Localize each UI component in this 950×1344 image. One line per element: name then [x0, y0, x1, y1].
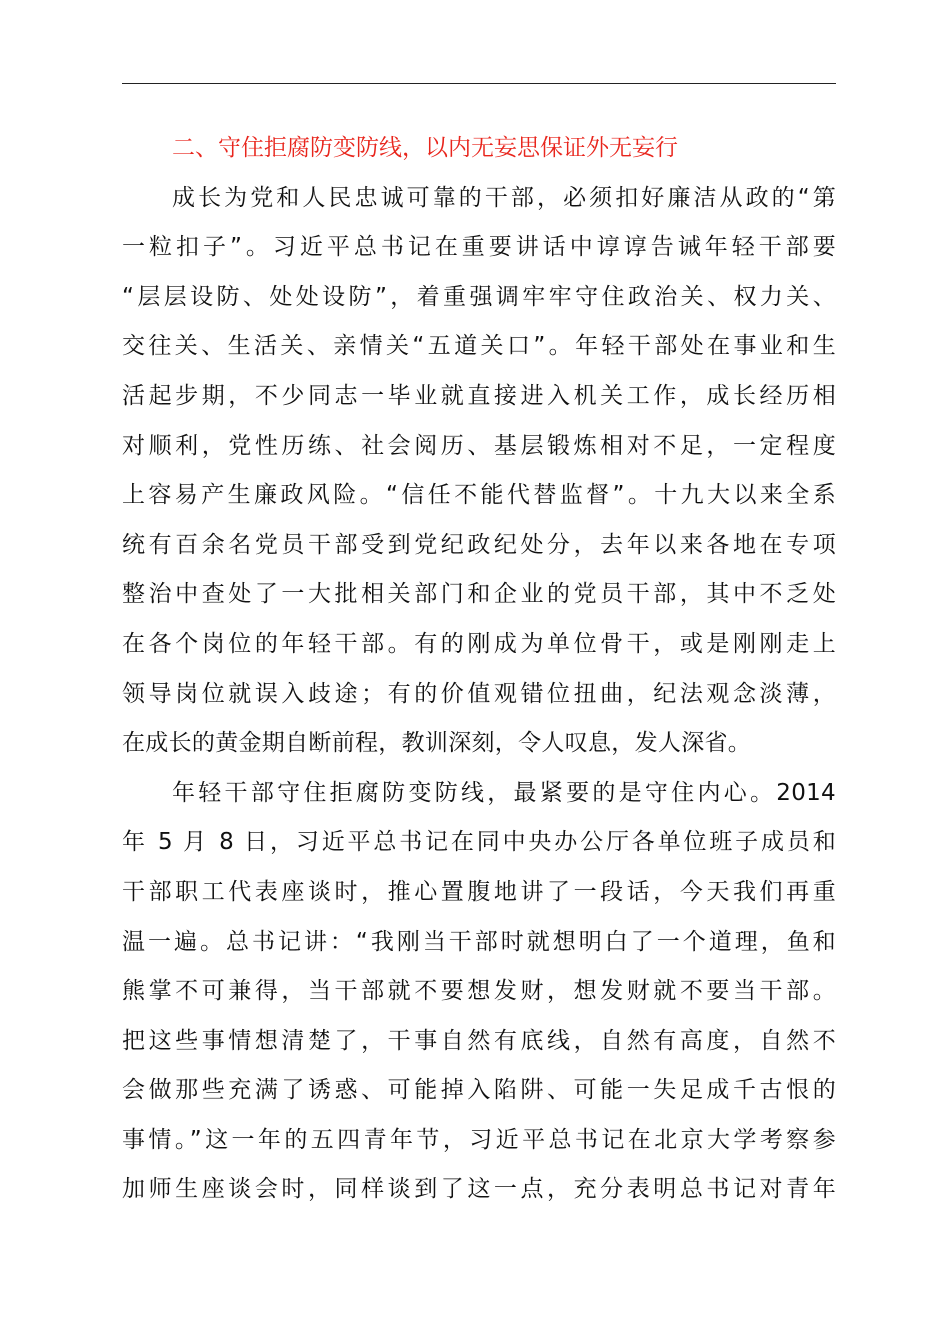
text-line: 把这些事情想清楚了，干事自然有底线，自然有高度，自然不 [122, 1027, 836, 1054]
text-line: 在成长的黄金期自断前程，教训深刻，令人叹息，发人深省。 [122, 730, 752, 757]
section-heading: 二、守住拒腐防变防线，以内无妄思保证外无妄行 [172, 135, 678, 161]
text-line: 干部职工代表座谈时，推心置腹地讲了一段话，今天我们再重 [122, 878, 836, 905]
text-line: 年轻干部守住拒腐防变防线，最紧要的是守住内心。2014 [172, 779, 836, 806]
text-line: “层层设防、处处设防”，着重强调牢牢守住政治关、权力关、 [122, 283, 836, 310]
text-line: 统有百余名党员干部受到党纪政纪处分，去年以来各地在专项 [122, 531, 836, 558]
text-line: 交往关、生活关、亲情关“五道关口”。年轻干部处在事业和生 [122, 333, 836, 360]
text-line: 对顺利，党性历练、社会阅历、基层锻炼相对不足，一定程度 [122, 432, 836, 459]
document-body [122, 124, 836, 1215]
text-line: 加师生座谈会时，同样谈到了这一点，充分表明总书记对青年 [122, 1176, 836, 1203]
text-line: 领导岗位就误入歧途；有的价值观错位扭曲，纪法观念淡薄， [122, 680, 836, 707]
text-line: 成长为党和人民忠诚可靠的干部，必须扣好廉洁从政的“第 [172, 184, 836, 211]
text-line: 温一遍。总书记讲：“我刚当干部时就想明白了一个道理，鱼和 [122, 928, 836, 955]
text-line: 事情。”这一年的五四青年节，习近平总书记在北京大学考察参 [122, 1126, 836, 1153]
text-line: 熊掌不可兼得，当干部就不要想发财，想发财就不要当干部。 [122, 978, 836, 1005]
paragraph-2 [122, 769, 836, 1215]
text-line: 在各个岗位的年轻干部。有的刚成为单位骨干，或是刚刚走上 [122, 630, 836, 657]
header-rule [122, 83, 836, 84]
text-line: 上容易产生廉政风险。“信任不能代替监督”。十九大以来全系 [122, 482, 836, 509]
text-line: 会做那些充满了诱惑、可能掉入陷阱、可能一失足成千古恨的 [122, 1077, 836, 1104]
text-line: 活起步期，不少同志一毕业就直接进入机关工作，成长经历相 [122, 382, 836, 409]
text-line: 年 5 月 8 日，习近平总书记在同中央办公厅各单位班子成员和 [122, 829, 836, 856]
paragraph-1 [122, 174, 836, 769]
text-line: 一粒扣子”。习近平总书记在重要讲话中谆谆告诫年轻干部要 [122, 234, 836, 261]
text-line: 整治中查处了一大批相关部门和企业的党员干部，其中不乏处 [122, 581, 836, 608]
